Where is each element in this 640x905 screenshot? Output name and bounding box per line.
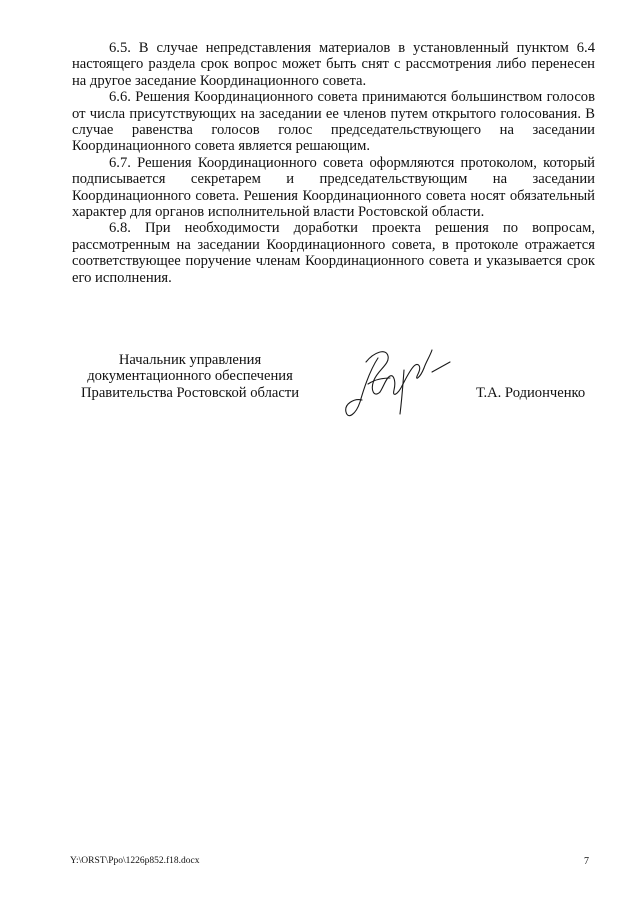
paragraph-6-8: 6.8. При необходимости доработки проекта решения по вопросам, рассмотренным на заседании Координационного совета, в протоколе отражается соответствующее поручение членам Координационного совета и указывается срок его исполнения. <box>72 220 595 286</box>
signatory-position-line: документационного обеспечения <box>87 368 293 385</box>
signatory-position-line: Начальник управления <box>118 352 262 368</box>
paragraph-6-7: 6.7. Решения Координационного совета оформляются протоколом, который подписывается секретарем и председательствующим на заседании Координационного совета. Решения Координационного совета носят обязательный характер для органов исполнительной власти Ростовской области. <box>72 154 595 221</box>
handwritten-signature <box>340 340 455 430</box>
paragraph-6-5: 6.5. В случае непредставления материалов в установленный пунктом 6.4 настоящего раздела срок вопрос может быть снят с рассмотрения либо перенесен на другое заседание Координационного совета. <box>72 40 595 89</box>
signatory-name: Т.А. Родионченко <box>476 385 586 401</box>
paragraph-6-6: 6.6. Решения Координационного совета принимаются большинством голосов от числа присутствующих на заседании ее членов путем открытого голосования. В случае равенства голосов голос председательствующего на заседании Координационного совета является решающим. <box>72 89 595 155</box>
file-path: Y:\ORST\Ppo\1226p852.f18.docx <box>70 856 200 866</box>
signatory-position-line: Правительства Ростовской области <box>80 384 300 401</box>
signatory-position <box>72 352 308 401</box>
page-number: 7 <box>584 856 589 867</box>
document-body <box>72 40 595 286</box>
